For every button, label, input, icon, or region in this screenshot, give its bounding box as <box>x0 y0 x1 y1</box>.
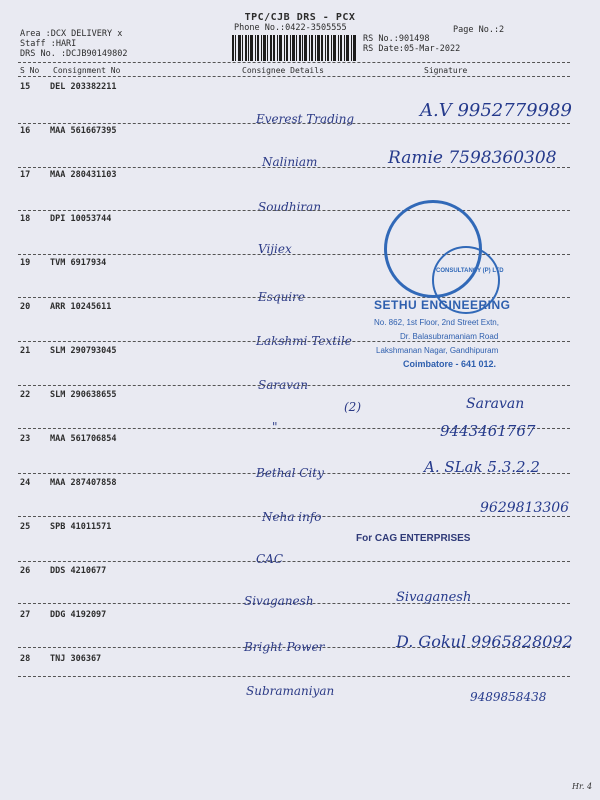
row-sno: 23 <box>20 434 31 444</box>
row-sno: 18 <box>20 214 31 224</box>
table-row <box>20 126 117 136</box>
table-row <box>20 610 106 620</box>
row-sno: 17 <box>20 170 31 180</box>
signature-handwriting: A.V 9952779989 <box>420 100 572 121</box>
table-row <box>20 566 106 576</box>
table-row <box>20 170 117 180</box>
row-divider <box>18 561 570 562</box>
table-row <box>20 522 111 532</box>
col-consignment: Consignment No <box>53 66 121 75</box>
row-sno: 16 <box>20 126 31 136</box>
signature-handwriting: Saravan <box>466 396 525 412</box>
table-row <box>20 434 117 444</box>
table-row <box>20 478 117 488</box>
col-consignee: Consignee Details <box>242 66 324 75</box>
table-row <box>20 82 117 92</box>
row-consignment: SLM 290638655 <box>50 390 117 400</box>
consignee-handwriting: Everest Trading <box>256 112 355 126</box>
cag-stamp: For CAG ENTERPRISES <box>356 533 471 544</box>
consignee-handwriting: (2) <box>344 400 361 414</box>
signature-handwriting: 9443461767 <box>440 422 536 440</box>
consignee-handwriting: Sivaganesh <box>244 594 314 608</box>
signature-handwriting: 9629813306 <box>480 500 570 516</box>
phone-number: Phone No.:0422-3505555 <box>234 23 347 33</box>
header-rule-top <box>18 62 570 63</box>
row-consignment: TVM 6917934 <box>50 258 107 268</box>
sheet-title: TPC/CJB DRS - PCX <box>244 12 356 23</box>
table-row <box>20 258 106 268</box>
footer-mark: Hr. 4 <box>572 782 593 791</box>
row-sno: 25 <box>20 522 31 532</box>
table-row <box>20 302 111 312</box>
signature-handwriting: 9489858438 <box>470 690 547 704</box>
row-divider <box>18 341 570 342</box>
row-consignment: MAA 280431103 <box>50 170 117 180</box>
consignee-handwriting: Subramaniyan <box>246 684 335 698</box>
signature-handwriting: Ramie 7598360308 <box>388 148 557 168</box>
row-consignment: ARR 10245611 <box>50 302 112 312</box>
header-info <box>20 29 127 59</box>
consignee-handwriting: Vijiex <box>258 242 292 256</box>
row-divider <box>18 123 570 124</box>
row-divider <box>18 676 570 677</box>
rs-number: RS No.:901498 <box>363 34 430 44</box>
consignee-handwriting: Soudhiran <box>258 200 322 214</box>
signature-handwriting: D. Gokul 9965828092 <box>396 632 573 651</box>
company-stamp-city: Coimbatore - 641 012. <box>403 359 497 369</box>
company-stamp-address: No. 862, 1st Floor, 2nd Street Extn, <box>374 318 499 327</box>
signature-handwriting: Sivaganesh <box>396 590 472 605</box>
consignee-handwriting: Saravan <box>258 378 308 392</box>
row-consignment: DDG 4192097 <box>50 610 107 620</box>
consignee-handwriting: Naliniam <box>262 155 318 169</box>
seal-text: CONSULTANCY (P) LTD <box>436 268 504 274</box>
row-consignment: SPB 41011571 <box>50 522 112 532</box>
consignee-handwriting: Esquire <box>258 290 306 304</box>
row-sno: 26 <box>20 566 31 576</box>
row-divider <box>18 385 570 386</box>
row-sno: 22 <box>20 390 31 400</box>
barcode <box>232 35 356 61</box>
row-divider <box>18 210 570 211</box>
row-consignment: MAA 561667395 <box>50 126 117 136</box>
table-row <box>20 654 101 664</box>
table-row <box>20 346 117 356</box>
row-sno: 15 <box>20 82 31 92</box>
company-stamp-name: SETHU ENGINEERING <box>374 298 511 312</box>
col-signature: Signature <box>424 66 468 75</box>
consignee-handwriting: " <box>272 420 278 434</box>
page-number: Page No.:2 <box>453 25 505 35</box>
row-consignment: DEL 203382211 <box>50 82 117 92</box>
consignee-handwriting: CAC <box>256 552 284 566</box>
row-consignment: TNJ 306367 <box>50 654 102 664</box>
row-divider <box>18 167 570 168</box>
row-consignment: MAA 287407858 <box>50 478 117 488</box>
consignee-handwriting: Neha info <box>262 510 322 524</box>
header-rule-bottom <box>18 76 570 77</box>
row-sno: 28 <box>20 654 31 664</box>
rs-date: RS Date:05-Mar-2022 <box>363 44 461 54</box>
row-sno: 24 <box>20 478 31 488</box>
row-consignment: MAA 561706854 <box>50 434 117 444</box>
company-stamp-address: Dr. Balasubramaniam Road <box>400 332 499 341</box>
row-sno: 21 <box>20 346 31 356</box>
drs-number: DRS No. :DCJB90149802 <box>20 49 128 59</box>
area-label: Area :DCX DELIVERY x <box>20 29 123 39</box>
table-row <box>20 390 117 400</box>
consignee-handwriting: Bethal City <box>256 466 324 480</box>
consignee-handwriting: Bright Power <box>244 640 325 654</box>
row-sno: 27 <box>20 610 31 620</box>
row-consignment: SLM 290793045 <box>50 346 117 356</box>
row-sno: 20 <box>20 302 31 312</box>
row-consignment: DDS 4210677 <box>50 566 107 576</box>
signature-handwriting: A. SLak 5.3.2.2 <box>424 458 540 476</box>
consignee-handwriting: Lakshmi Textile <box>256 334 352 348</box>
rs-info <box>363 34 460 54</box>
row-sno: 19 <box>20 258 31 268</box>
row-consignment: DPI 10053744 <box>50 214 112 224</box>
staff-label: Staff :HARI <box>20 39 77 49</box>
company-stamp-address: Lakshmanan Nagar, Gandhipuram <box>376 346 499 355</box>
col-sno: S No <box>20 66 40 75</box>
table-row <box>20 214 111 224</box>
